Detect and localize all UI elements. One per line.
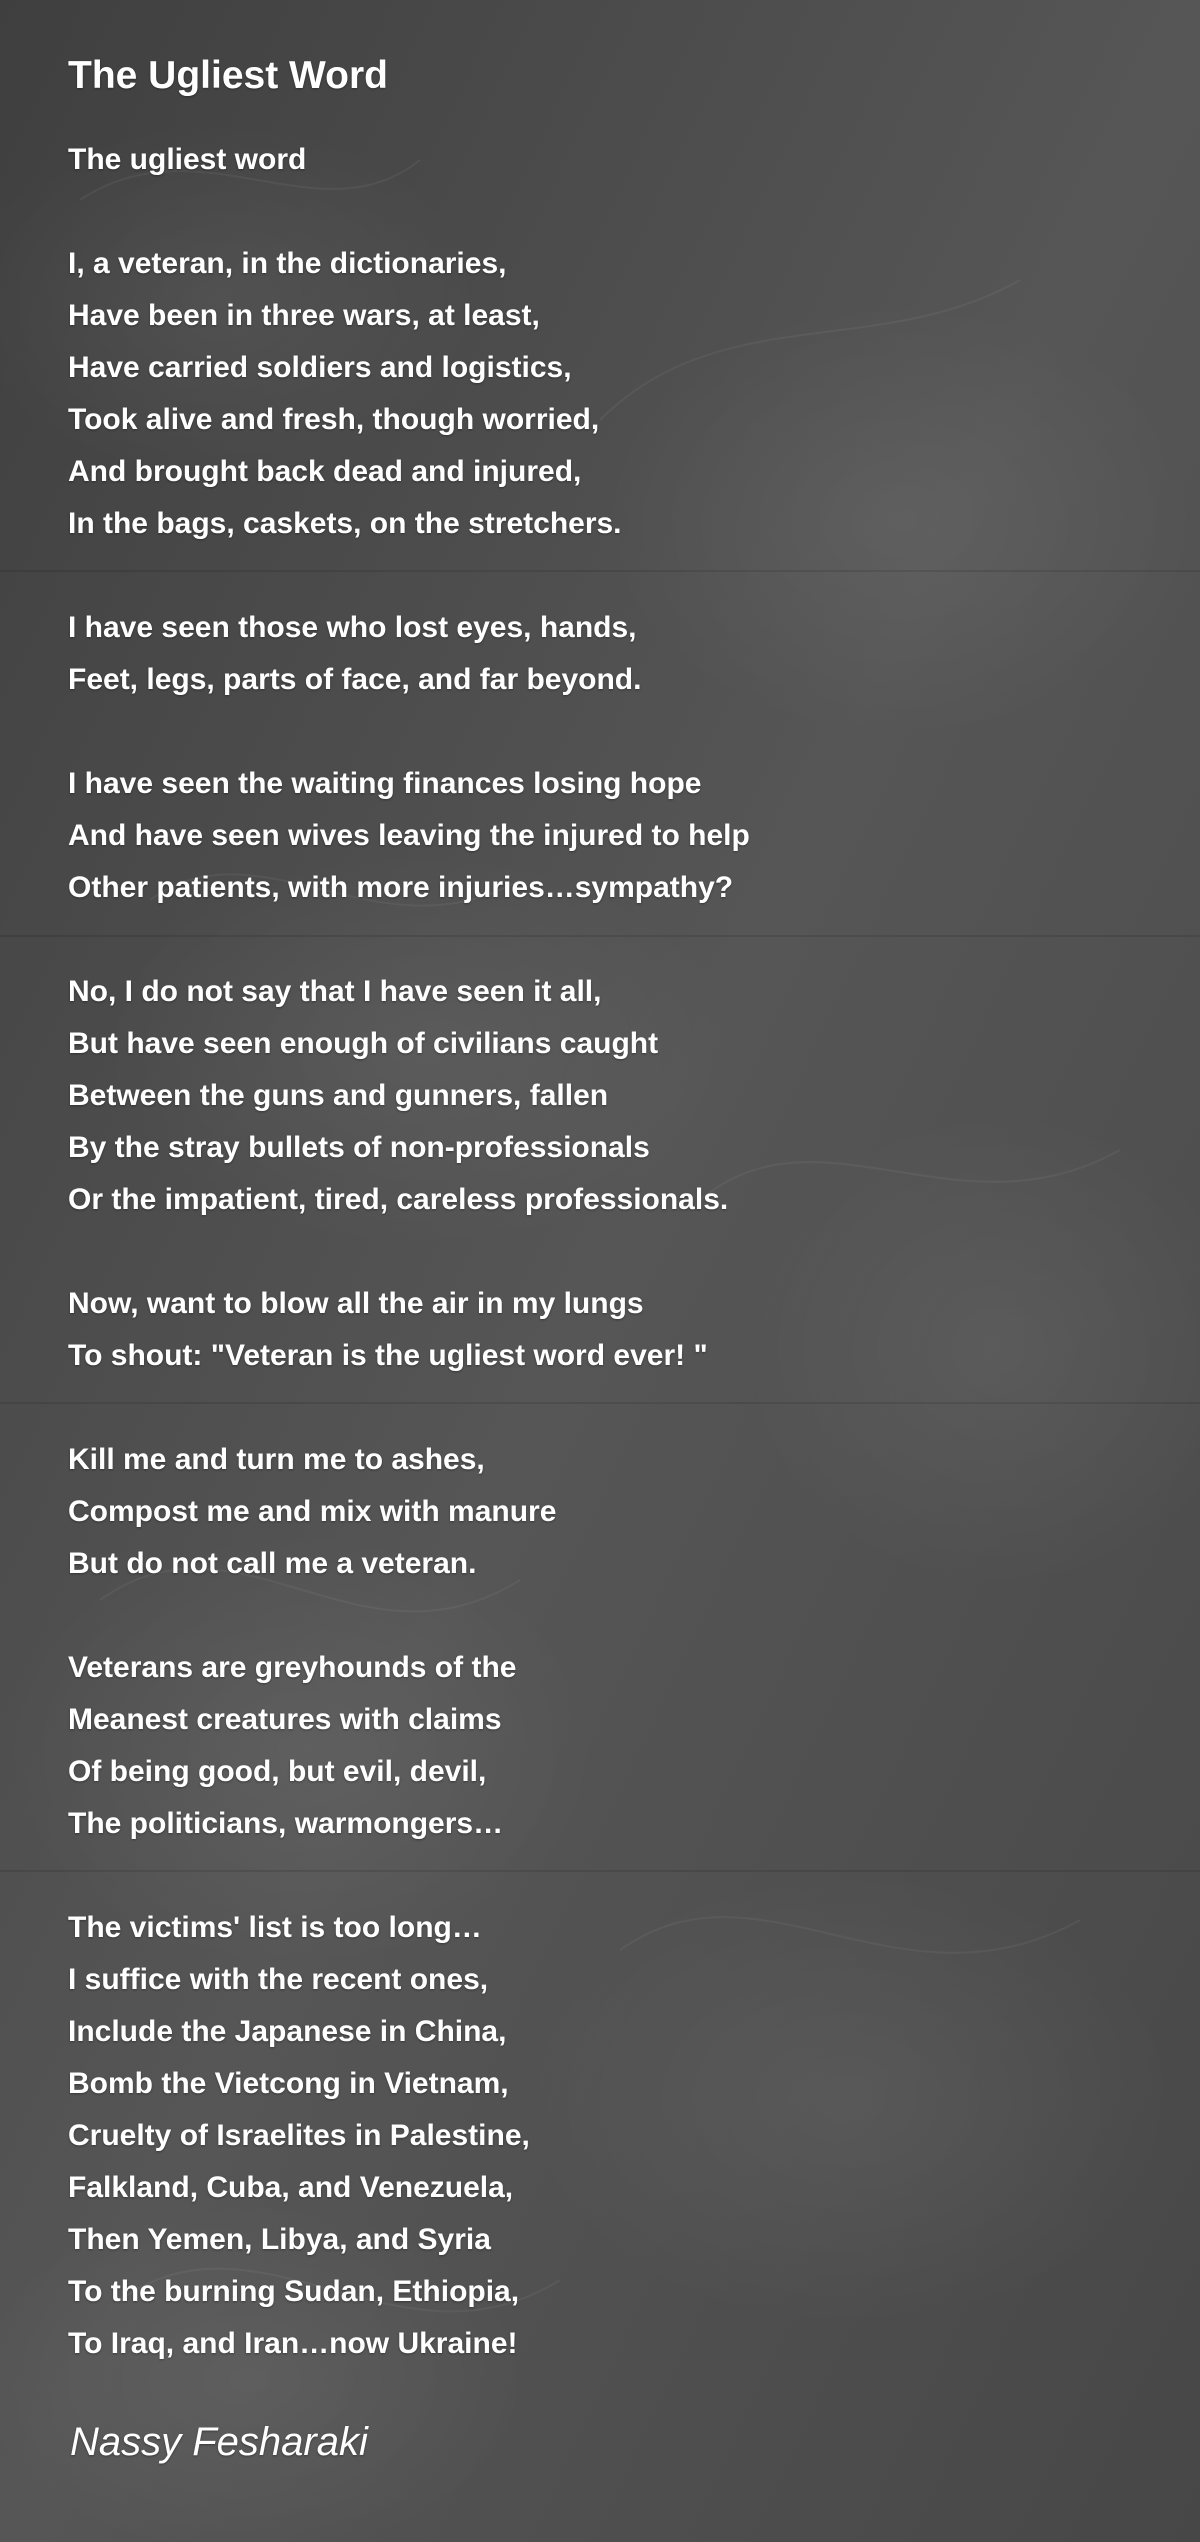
poem-line: The politicians, warmongers… xyxy=(68,1807,504,1840)
poem-line: Bomb the Vietcong in Vietnam, xyxy=(68,2067,509,2100)
poem-line: Then Yemen, Libya, and Syria xyxy=(68,2223,491,2256)
poem-line: Compost me and mix with manure xyxy=(68,1495,557,1528)
poem-line: Include the Japanese in China, xyxy=(68,2015,507,2048)
poem-line: In the bags, caskets, on the stretchers. xyxy=(68,507,622,540)
poem-line: I, a veteran, in the dictionaries, xyxy=(68,247,507,280)
poem-line: Took alive and fresh, though worried, xyxy=(68,403,600,436)
poem-line: And brought back dead and injured, xyxy=(68,455,582,488)
poem-line: Have been in three wars, at least, xyxy=(68,299,540,332)
stanza xyxy=(68,1278,1148,1382)
poem-line: But do not call me a veteran. xyxy=(68,1547,477,1580)
poem-line: Veterans are greyhounds of the xyxy=(68,1651,517,1684)
poem-container xyxy=(68,48,1148,2470)
poem-line: Meanest creatures with claims xyxy=(68,1703,502,1736)
poem-line: To the burning Sudan, Ethiopia, xyxy=(68,2275,520,2308)
poem-line: Now, want to blow all the air in my lungs xyxy=(68,1287,644,1320)
poem-line: By the stray bullets of non-professionals xyxy=(68,1131,650,1164)
stanza xyxy=(68,602,1148,706)
poem-line: The victims' list is too long… xyxy=(68,1911,482,1944)
poem-title: The Ugliest Word xyxy=(68,54,388,97)
poem-line: Cruelty of Israelites in Palestine, xyxy=(68,2119,530,2152)
poem-line: I suffice with the recent ones, xyxy=(68,1963,489,1996)
poem-line: Falkland, Cuba, and Venezuela, xyxy=(68,2171,514,2204)
author-name: Nassy Fesharaki xyxy=(70,2420,368,2464)
stanza xyxy=(68,134,1148,186)
poem-line: To shout: "Veteran is the ugliest word ever! " xyxy=(68,1339,708,1372)
stanza xyxy=(68,1434,1148,1590)
poem-line: No, I do not say that I have seen it all, xyxy=(68,975,602,1008)
stanza xyxy=(68,1642,1148,1850)
poem-line: Kill me and turn me to ashes, xyxy=(68,1443,485,1476)
poem-line: I have seen those who lost eyes, hands, xyxy=(68,611,637,644)
stanza xyxy=(68,758,1148,914)
poem-line: Or the impatient, tired, careless professionals. xyxy=(68,1183,729,1216)
poem-line: But have seen enough of civilians caught xyxy=(68,1027,659,1060)
poem-body xyxy=(68,134,1148,2370)
stanza xyxy=(68,1902,1148,2370)
poem-line: Other patients, with more injuries…sympathy? xyxy=(68,871,734,904)
poem-line: I have seen the waiting finances losing hope xyxy=(68,767,702,800)
poem-line: And have seen wives leaving the injured to help xyxy=(68,819,750,852)
poem-line: Feet, legs, parts of face, and far beyond. xyxy=(68,663,642,696)
poem-line: The ugliest word xyxy=(68,143,307,176)
poem-line: Between the guns and gunners, fallen xyxy=(68,1079,609,1112)
poem-line: Have carried soldiers and logistics, xyxy=(68,351,572,384)
poem-line: Of being good, but evil, devil, xyxy=(68,1755,487,1788)
stanza xyxy=(68,966,1148,1226)
poem-line: To Iraq, and Iran…now Ukraine! xyxy=(68,2327,518,2360)
stanza xyxy=(68,238,1148,550)
